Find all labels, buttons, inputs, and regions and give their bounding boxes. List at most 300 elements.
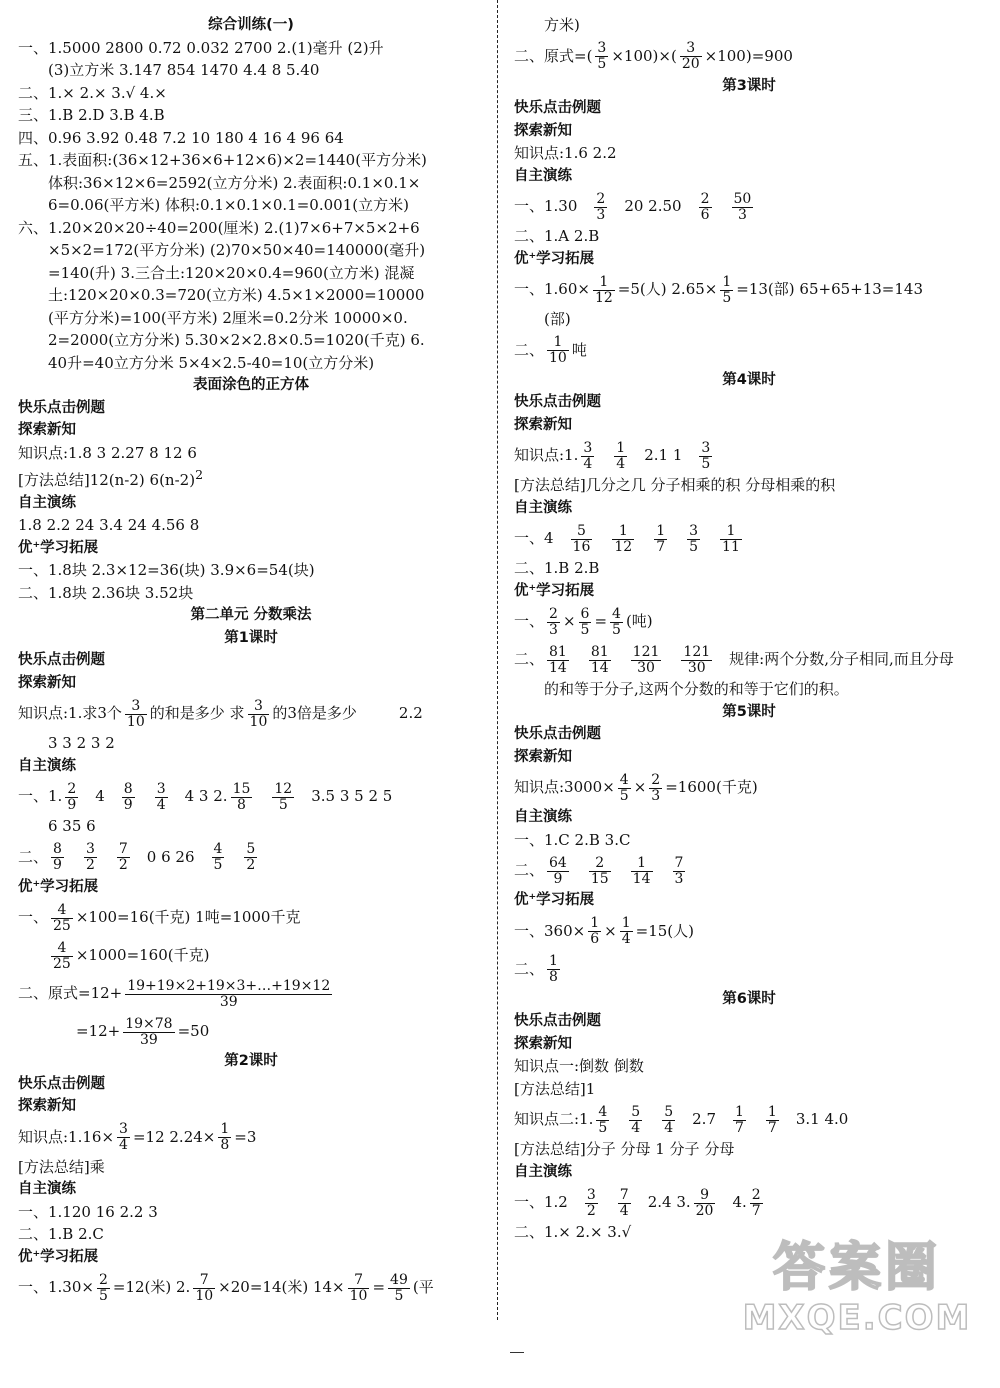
answer-line: [方法总结]分子 分母 1 分子 分母 xyxy=(514,1140,735,1158)
subheading: 探索新知 xyxy=(514,748,572,765)
denominator: 4 xyxy=(616,455,626,472)
answer-line: 方米) xyxy=(544,16,580,34)
fraction xyxy=(614,441,627,472)
text-run: 2.2 xyxy=(398,704,423,722)
denominator: 9 xyxy=(53,857,62,873)
fraction xyxy=(125,699,147,730)
numerator: 121 xyxy=(683,643,711,660)
text-run: 吨 xyxy=(571,340,587,359)
numerator: 121 xyxy=(632,643,660,660)
denominator: 2 xyxy=(85,857,95,873)
method-summary: [方法总结]12(n-2) 6(n-2) xyxy=(18,471,196,489)
denominator: 5 xyxy=(597,56,607,72)
numerator: 7 xyxy=(619,1186,629,1203)
text-run: (吨) xyxy=(625,612,653,630)
denominator: 39 xyxy=(219,993,238,1010)
answer-line xyxy=(514,187,984,225)
text-run: 20 2.50 xyxy=(624,197,682,215)
text-run: 知识点:1. xyxy=(514,446,579,464)
text-run: =15(人) xyxy=(635,921,694,940)
denominator: 5 xyxy=(612,621,621,638)
fraction xyxy=(97,1273,110,1304)
fraction xyxy=(51,941,73,972)
fraction xyxy=(766,1105,779,1136)
text-run: 一、 xyxy=(18,908,49,926)
unit-title: 第二单元 分数乘法 xyxy=(190,607,312,623)
denominator: 5 xyxy=(213,857,223,873)
text-run: 3.5 3 5 2 5 xyxy=(311,787,393,805)
numerator: 1 xyxy=(590,915,600,931)
answer-line xyxy=(18,936,484,974)
answer-line xyxy=(514,640,984,678)
fraction xyxy=(618,1188,631,1219)
fraction xyxy=(631,645,662,676)
text-run: 一、1.30 xyxy=(514,197,578,215)
text-run: 一、1.30× xyxy=(18,1278,94,1296)
denominator: 3 xyxy=(651,787,661,804)
fraction xyxy=(680,41,702,72)
text-run: × xyxy=(633,778,647,796)
text-run: (平 xyxy=(412,1278,434,1296)
answer-line: [方法总结]乘 xyxy=(18,1157,105,1176)
numerator: 1 xyxy=(621,915,631,931)
left-column xyxy=(18,14,484,1306)
answer-line xyxy=(514,436,984,474)
denominator: 10 xyxy=(549,350,567,366)
numerator: 1 xyxy=(631,856,653,872)
text-run: 二、 xyxy=(514,861,545,879)
numerator: 3 xyxy=(586,1186,596,1203)
fraction xyxy=(612,524,634,555)
fraction xyxy=(547,335,569,366)
fraction xyxy=(388,1273,410,1304)
numerator: 3 xyxy=(156,780,166,797)
text-run: ×100)×( xyxy=(611,46,677,65)
denominator: 8 xyxy=(549,969,558,985)
answer-line xyxy=(18,898,484,936)
numerator: 3 xyxy=(597,40,607,56)
numerator: 4 xyxy=(51,903,73,919)
denominator: 30 xyxy=(687,659,706,676)
denominator: 4 xyxy=(631,1119,641,1136)
answer-line xyxy=(18,464,484,492)
fraction xyxy=(593,275,615,306)
denominator: 14 xyxy=(590,659,609,676)
numerator: 5 xyxy=(246,841,256,857)
text-run: 一、1.60× xyxy=(514,280,590,298)
text-run: 的3倍是多少 xyxy=(272,704,357,722)
numerator: 1 xyxy=(220,1121,230,1137)
denominator: 2 xyxy=(118,857,128,873)
lesson-title: 第3课时 xyxy=(722,77,776,94)
answer-line xyxy=(514,331,984,369)
denominator: 25 xyxy=(53,955,71,972)
fraction xyxy=(125,979,332,1010)
fraction xyxy=(699,192,712,223)
subheading: 自主演练 xyxy=(18,757,76,774)
denominator: 8 xyxy=(237,796,246,813)
numerator: 4 xyxy=(213,841,223,857)
numerator: 81 xyxy=(549,643,567,660)
numerator: 3 xyxy=(680,41,702,57)
text-run: 二、原式=( xyxy=(514,46,593,65)
subheading: 快乐点击例题 xyxy=(514,100,601,116)
subheading: 快乐点击例题 xyxy=(514,726,601,742)
answer-line: 知识点:1.6 2.2 xyxy=(514,144,617,162)
answer-line xyxy=(514,950,984,988)
text-run: =50 xyxy=(177,1022,210,1040)
denominator: 7 xyxy=(751,1202,761,1219)
text-run: × xyxy=(604,921,617,940)
column-divider xyxy=(497,0,498,1320)
lesson-title: 第1课时 xyxy=(224,629,278,646)
numerator: 1 xyxy=(616,439,626,456)
fraction xyxy=(681,645,712,676)
answer-line: 体积:36×12×6=2592(立方分米) 2.表面积:0.1×0.1× xyxy=(48,173,421,192)
numerator: 4 xyxy=(598,1103,608,1120)
fraction xyxy=(662,1105,675,1136)
answer-line xyxy=(514,1100,984,1138)
fraction xyxy=(218,1122,231,1153)
numerator: 81 xyxy=(590,643,609,660)
subheading: 探索新知 xyxy=(514,1035,572,1052)
numerator: 1 xyxy=(722,273,732,290)
fraction xyxy=(117,1122,130,1153)
numerator: 8 xyxy=(123,780,133,797)
numerator: 3 xyxy=(119,1121,128,1137)
denominator: 25 xyxy=(53,917,71,934)
denominator: 5 xyxy=(619,787,629,804)
answer-line: 二、1.A 2.B xyxy=(514,227,600,245)
answer-line: 二、1.B 2.C xyxy=(18,1225,104,1243)
numerator: 6 xyxy=(580,605,590,622)
fraction xyxy=(629,1105,642,1136)
denominator: 5 xyxy=(580,621,590,638)
fraction xyxy=(155,782,168,813)
numerator: 2 xyxy=(549,605,558,622)
denominator: 9 xyxy=(67,796,77,813)
denominator: 3 xyxy=(737,206,747,223)
answer-line: [方法总结]1 xyxy=(514,1079,596,1098)
answer-line: (部) xyxy=(544,310,571,328)
denominator: 7 xyxy=(656,538,666,555)
fraction xyxy=(581,441,594,472)
denominator: 8 xyxy=(220,1137,230,1153)
numerator: 3 xyxy=(701,439,711,456)
denominator: 9 xyxy=(553,870,563,887)
fraction xyxy=(117,842,130,873)
answer-line xyxy=(514,37,984,75)
fraction xyxy=(51,903,73,934)
fraction xyxy=(694,1188,716,1219)
numerator: 2 xyxy=(651,771,661,788)
text-run: 知识点:3000× xyxy=(514,778,615,796)
subheading: 优⁺学习拓展 xyxy=(514,892,595,908)
answer-line xyxy=(18,777,484,815)
right-column xyxy=(514,14,984,1244)
denominator: 5 xyxy=(98,1287,108,1304)
text-run: = xyxy=(594,612,608,630)
numerator: 19×78 xyxy=(125,1015,173,1032)
numerator: 2 xyxy=(596,190,606,207)
fraction xyxy=(272,782,294,813)
fraction xyxy=(618,773,631,804)
answer-line: 二、1.8块 2.36块 3.52块 xyxy=(18,583,194,602)
section-title: 表面涂色的正方体 xyxy=(193,377,309,393)
watermark-logo xyxy=(732,1238,982,1358)
fraction xyxy=(654,524,667,555)
fraction xyxy=(631,856,653,887)
denominator: 5 xyxy=(278,796,288,813)
text-run: 一、360× xyxy=(514,921,586,940)
denominator: 4 xyxy=(156,796,166,813)
numerator: 1 xyxy=(720,524,742,540)
text-run: 一、1. xyxy=(18,787,63,805)
numerator: 1 xyxy=(656,522,666,539)
answer-line: 三、1.B 2.D 3.B 4.B xyxy=(18,106,165,124)
denominator: 20 xyxy=(681,56,700,72)
denominator: 2 xyxy=(586,1202,596,1219)
fraction xyxy=(244,842,257,873)
fraction xyxy=(123,1017,174,1048)
numerator: 4 xyxy=(612,605,621,622)
fraction xyxy=(699,441,712,472)
denominator: 14 xyxy=(632,870,651,887)
denominator: 4 xyxy=(621,931,631,947)
subheading: 探索新知 xyxy=(18,1098,76,1114)
fraction xyxy=(84,842,97,873)
text-run: 0 6 26 xyxy=(146,847,195,866)
numerator: 5 xyxy=(631,1103,641,1120)
answer-line: 四、0.96 3.92 0.48 7.2 10 180 4 16 4 96 64 xyxy=(18,128,344,147)
text-run: 一、 xyxy=(514,612,545,630)
numerator: 7 xyxy=(193,1273,215,1289)
numerator: 2 xyxy=(700,190,710,207)
numerator: 4 xyxy=(619,771,629,788)
answer-line: ×5×2=172(平方分米) (2)70×50×40=140000(毫升) xyxy=(48,241,426,259)
denominator: 3 xyxy=(596,206,606,223)
fraction xyxy=(588,916,601,947)
fraction xyxy=(547,954,560,985)
numerator: 8 xyxy=(53,841,62,857)
denominator: 6 xyxy=(590,931,600,947)
subheading: 优⁺学习拓展 xyxy=(514,582,595,599)
text-run: 4. xyxy=(732,1193,747,1211)
answer-line xyxy=(514,519,984,557)
answer-line xyxy=(18,838,484,876)
numerator: 3 xyxy=(583,439,593,456)
answer-line: 二、1.B 2.B xyxy=(514,559,600,577)
numerator: 3 xyxy=(85,841,95,857)
denominator: 5 xyxy=(701,455,711,472)
answer-line xyxy=(18,694,484,732)
denominator: 3 xyxy=(549,621,558,638)
denominator: 3 xyxy=(674,870,684,887)
exponent: 2 xyxy=(195,467,204,482)
answer-line: 二、1.× 2.× 3.√ 4.× xyxy=(18,83,167,102)
answer-line: 知识点一:倒数 倒数 xyxy=(514,1057,644,1075)
subheading: 探索新知 xyxy=(514,416,572,433)
denominator: 7 xyxy=(767,1119,777,1136)
fraction xyxy=(594,192,607,223)
fraction xyxy=(733,1105,746,1136)
denominator: 9 xyxy=(123,796,133,813)
answer-line xyxy=(514,912,984,950)
denominator: 2 xyxy=(246,857,256,873)
denominator: 4 xyxy=(119,1137,128,1153)
answer-line xyxy=(18,1268,484,1306)
answer-line: 40升=40立方分米 5×4×2.5-40=10(立方分米) xyxy=(48,353,375,372)
fraction xyxy=(231,782,253,813)
numerator: 15 xyxy=(232,780,251,797)
text-run: =1600(千克) xyxy=(665,778,758,796)
subheading: 自主演练 xyxy=(18,494,76,511)
denominator: 10 xyxy=(249,713,268,730)
fraction xyxy=(547,645,569,676)
fraction xyxy=(750,1188,763,1219)
answer-line: (3)立方米 3.147 854 1470 4.4 8 5.40 xyxy=(48,61,320,79)
text-run: =5(人) 2.65× xyxy=(617,280,718,298)
denominator: 12 xyxy=(594,289,613,306)
numerator: 49 xyxy=(390,1271,408,1288)
numerator: 2 xyxy=(751,1186,761,1203)
answer-line: 3 3 2 3 2 xyxy=(48,734,115,752)
answer-line: 一、1.5000 2800 0.72 0.032 2700 2.(1)毫升 (2)升 xyxy=(18,38,384,57)
denominator: 39 xyxy=(140,1031,158,1048)
text-run: 的和是多少 求 xyxy=(149,704,245,722)
fraction xyxy=(720,275,733,306)
numerator: 12 xyxy=(274,780,293,797)
text-run: 2.1 1 xyxy=(644,446,683,464)
subheading: 探索新知 xyxy=(514,122,572,139)
numerator: 7 xyxy=(674,854,684,871)
text-run: ×100=16(千克) 1吨=1000千克 xyxy=(75,908,301,926)
answer-line xyxy=(514,1183,984,1221)
numerator: 64 xyxy=(549,854,567,871)
fraction xyxy=(585,1188,598,1219)
lesson-title: 第6课时 xyxy=(722,990,776,1007)
numerator: 7 xyxy=(118,841,128,857)
fraction xyxy=(547,607,560,638)
fraction xyxy=(687,524,700,555)
subheading: 快乐点击例题 xyxy=(18,399,105,416)
fraction xyxy=(51,842,64,873)
subheading: 优⁺学习拓展 xyxy=(514,250,595,267)
lesson-title: 第2课时 xyxy=(224,1053,278,1069)
denominator: 4 xyxy=(664,1119,674,1136)
text-run: 二、 xyxy=(18,847,49,866)
fraction xyxy=(348,1273,370,1304)
text-run: ×20=14(米) 14× xyxy=(218,1278,345,1296)
denominator: 12 xyxy=(614,538,633,555)
text-run: 一、4 xyxy=(514,529,554,547)
fraction xyxy=(610,607,623,638)
numerator: 1 xyxy=(767,1103,777,1120)
answer-line: 的和等于分子,这两个分数的和等于它们的积。 xyxy=(544,680,849,698)
denominator: 10 xyxy=(126,713,145,730)
text-run: =12(米) 2. xyxy=(112,1278,191,1296)
text-run: 二、 xyxy=(514,959,545,978)
subheading: 快乐点击例题 xyxy=(18,1075,105,1092)
numerator: 5 xyxy=(571,524,593,540)
answer-line xyxy=(514,602,984,640)
text-run: 知识点:1.求3个 xyxy=(18,704,122,722)
fraction xyxy=(596,1105,609,1136)
denominator: 6 xyxy=(700,206,710,223)
answer-line: 土:120×20×0.3=720(立方米) 4.5×1×2000=10000 xyxy=(48,286,425,304)
numerator: 1 xyxy=(735,1103,744,1120)
numerator: 2 xyxy=(98,1271,108,1288)
fraction xyxy=(248,699,270,730)
text-run: ×1000=160(千克) xyxy=(75,946,210,964)
fraction xyxy=(595,41,608,72)
numerator: 5 xyxy=(664,1103,674,1120)
fraction xyxy=(620,916,633,947)
numerator: 1 xyxy=(612,524,634,540)
denominator: 5 xyxy=(722,289,732,306)
text-run: × xyxy=(562,612,576,630)
subheading: 探索新知 xyxy=(18,422,76,438)
watermark-site: MXQE.COM xyxy=(742,1298,972,1338)
answer-line: =140(升) 3.三合土:120×20×0.4=960(立方米) 混凝 xyxy=(48,263,415,282)
fraction xyxy=(589,645,611,676)
subheading: 快乐点击例题 xyxy=(18,652,105,668)
text-run: 2.4 3. xyxy=(647,1193,691,1211)
text-run: 规律:两个分数,分子相同,而且分母 xyxy=(729,650,954,668)
text-run: = xyxy=(372,1278,386,1296)
fraction xyxy=(571,524,593,555)
fraction xyxy=(579,607,592,638)
numerator: 2 xyxy=(589,856,611,872)
answer-line: 一、1.C 2.B 3.C xyxy=(514,830,631,849)
denominator: 5 xyxy=(689,538,699,555)
subheading: 自主演练 xyxy=(18,1181,76,1197)
answer-line xyxy=(18,1118,484,1156)
denominator: 14 xyxy=(549,659,567,676)
answer-line xyxy=(18,1012,484,1050)
denominator: 7 xyxy=(735,1119,744,1136)
page-number-mark xyxy=(510,1352,524,1353)
text-run: 二、原式=12+ xyxy=(18,984,123,1002)
subheading: 自主演练 xyxy=(514,499,572,516)
answer-line: 二、1.× 2.× 3.√ xyxy=(514,1223,632,1241)
text-run: 二、 xyxy=(514,650,545,668)
answer-line xyxy=(514,768,984,806)
answer-line: 一、1.120 16 2.2 3 xyxy=(18,1202,158,1221)
fraction xyxy=(212,842,225,873)
fraction xyxy=(122,782,135,813)
answer-line: 6 35 6 xyxy=(48,817,96,835)
watermark-text: 答案圈 xyxy=(772,1238,941,1298)
fraction xyxy=(589,856,611,887)
numerator: 1 xyxy=(549,953,558,969)
subheading: 快乐点击例题 xyxy=(514,394,601,410)
denominator: 4 xyxy=(619,1202,629,1219)
text-run: 3.1 4.0 xyxy=(795,1110,849,1128)
text-run: 一、1.2 xyxy=(514,1193,568,1211)
answer-line: (平方分米)=100(平方米) 2厘米=0.2分米 10000×0. xyxy=(48,308,408,327)
fraction xyxy=(673,856,686,887)
fraction xyxy=(65,782,78,813)
answer-line: 1.8 2.2 24 3.4 24 4.56 8 xyxy=(18,516,200,534)
fraction xyxy=(193,1273,215,1304)
numerator: 9 xyxy=(694,1188,716,1204)
answer-line xyxy=(514,851,984,889)
text-run: 4 xyxy=(95,787,105,805)
fraction xyxy=(732,192,754,223)
numerator: 19+19×2+19×3+…+19×12 xyxy=(127,977,331,994)
subheading: 自主演练 xyxy=(514,1163,572,1180)
